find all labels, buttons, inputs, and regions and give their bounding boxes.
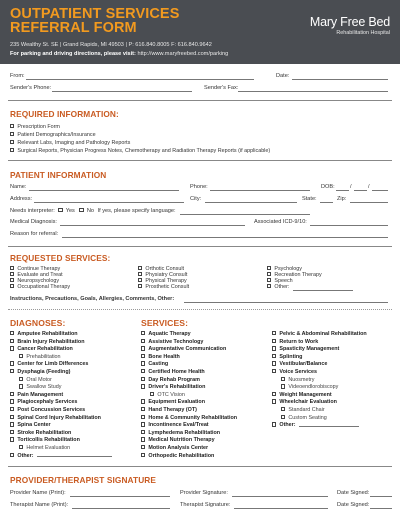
- checklist-item[interactable]: [272, 361, 327, 367]
- therapist-date-field[interactable]: [370, 508, 392, 509]
- checklist-item-label: Swallow Study: [26, 384, 62, 391]
- checkbox[interactable]: [10, 124, 14, 128]
- instructions-label: Instructions, Precautions, Goals, Allergies, Comments, Other:: [10, 296, 175, 302]
- checklist-item-label: Brain Injury Rehabilitation: [17, 338, 85, 345]
- checkbox[interactable]: [272, 399, 276, 403]
- checklist-item[interactable]: [141, 354, 180, 360]
- checklist-item-label: Videoendlorobiscopy: [288, 384, 339, 391]
- checklist-item-label: Custom Seating: [288, 414, 327, 421]
- checkbox[interactable]: [267, 278, 271, 282]
- checklist-item-label: Prehabilitation: [26, 354, 61, 360]
- checklist-item[interactable]: [141, 339, 203, 345]
- checklist-item[interactable]: [10, 453, 112, 459]
- checklist-item[interactable]: [141, 453, 214, 459]
- requested-service-option[interactable]: Continue Therapy: [10, 266, 60, 272]
- checklist-item[interactable]: [19, 445, 70, 451]
- checkbox[interactable]: [272, 369, 276, 373]
- checkbox[interactable]: [138, 266, 142, 270]
- checklist-item-label: Day Rehab Program: [148, 376, 200, 383]
- icd-label: Associated ICD-9/10:: [254, 219, 307, 225]
- phone-label: Phone:: [190, 184, 208, 190]
- checklist-item[interactable]: [272, 369, 317, 375]
- checkbox[interactable]: [10, 415, 14, 419]
- checkbox[interactable]: [10, 266, 14, 270]
- state-field[interactable]: [320, 202, 333, 203]
- requested-service-option[interactable]: Neuropsychology: [10, 278, 59, 284]
- instructions-field[interactable]: [184, 302, 388, 303]
- city-field[interactable]: [205, 202, 297, 203]
- checklist-item[interactable]: [19, 354, 61, 360]
- therapist-name-label: Therapist Name (Print):: [10, 502, 69, 508]
- checklist-item[interactable]: [10, 422, 51, 428]
- required-info-title: REQUIRED INFORMATION:: [10, 109, 119, 119]
- diagnoses-title: DIAGNOSES:: [10, 318, 66, 328]
- parking-label: For parking and driving directions, please visit:: [10, 51, 136, 57]
- provider-name-field[interactable]: [70, 496, 170, 497]
- checklist-item[interactable]: [10, 361, 88, 367]
- provider-date-field[interactable]: [370, 496, 392, 497]
- checkbox[interactable]: [267, 272, 271, 276]
- dob-label: DOB:: [321, 184, 335, 190]
- phone-field[interactable]: [210, 190, 310, 191]
- dob-separator: /: [350, 184, 352, 190]
- checkbox[interactable]: [10, 369, 14, 373]
- checklist-item-label: Bone Health: [148, 354, 180, 360]
- name-field[interactable]: [29, 190, 179, 191]
- checklist-item[interactable]: [10, 339, 84, 345]
- form-title-line1: OUTPATIENT SERVICES: [10, 6, 180, 22]
- checklist-item-label: Plagiocephaly Services: [17, 399, 78, 406]
- therapist-signature-field[interactable]: [234, 508, 328, 509]
- checklist-item-label: Cancer Rehabilitation: [17, 346, 73, 353]
- checkbox[interactable]: [19, 354, 23, 358]
- checkbox[interactable]: [281, 407, 285, 411]
- dob-month-field[interactable]: [336, 190, 349, 191]
- checklist-item[interactable]: [10, 369, 70, 375]
- section-divider: [8, 160, 392, 161]
- checklist-item-label: Other:: [279, 422, 296, 429]
- checklist-item[interactable]: [272, 339, 318, 345]
- page-header: [0, 0, 400, 64]
- checklist-item-label: Voice Services: [279, 369, 318, 376]
- checkbox[interactable]: [141, 361, 145, 365]
- requested-service-option[interactable]: Physiatry Consult: [138, 272, 187, 278]
- checklist-item[interactable]: [10, 346, 73, 352]
- checklist-item-label: Motion Analysis Center: [148, 445, 209, 452]
- senders-phone-field[interactable]: [52, 91, 192, 92]
- checkbox[interactable]: [10, 361, 14, 365]
- checklist-item[interactable]: [10, 430, 71, 436]
- checklist-item-label: Pelvic & Abdominal Rehabilitation: [279, 331, 367, 338]
- therapist-name-field[interactable]: [72, 508, 170, 509]
- interpreter-label: Needs interpreter:: [10, 208, 55, 215]
- checkbox[interactable]: [10, 132, 14, 136]
- checkbox[interactable]: [10, 278, 14, 282]
- checklist-item[interactable]: [141, 422, 209, 428]
- checkbox[interactable]: [141, 445, 145, 449]
- checklist-item[interactable]: [272, 392, 332, 398]
- checkbox[interactable]: [272, 361, 276, 365]
- language-label: If yes, please specify language:: [97, 208, 176, 215]
- checklist-item[interactable]: [141, 430, 220, 436]
- checklist-item-label: Spasticity Management: [279, 346, 340, 353]
- checklist-item-label: Stroke Rehabilitation: [17, 430, 72, 436]
- section-divider: [8, 246, 392, 247]
- checklist-item-label: Standard Chair: [288, 407, 325, 414]
- instructions-line[interactable]: [8, 309, 392, 310]
- checkbox[interactable]: [141, 407, 145, 411]
- checklist-item[interactable]: [272, 346, 339, 352]
- address-field[interactable]: [34, 202, 184, 203]
- checkbox[interactable]: [79, 208, 83, 212]
- checklist-item[interactable]: [10, 399, 77, 405]
- checklist-item[interactable]: [141, 346, 226, 352]
- checkbox[interactable]: [10, 453, 14, 457]
- requested-service-option[interactable]: Evaluate and Treat: [10, 272, 63, 278]
- zip-label: Zip:: [337, 196, 347, 202]
- checklist-item-label: Post Concussion Services: [17, 407, 86, 414]
- checkbox[interactable]: [10, 346, 14, 350]
- senders-phone-label: Sender's Phone:: [10, 85, 52, 91]
- checkbox[interactable]: [150, 392, 154, 396]
- checklist-item[interactable]: [141, 331, 191, 337]
- reason-field[interactable]: [62, 237, 388, 238]
- checkbox[interactable]: [272, 392, 276, 396]
- checklist-item-label: Pain Management: [17, 392, 64, 398]
- checklist-item-label: Aquatic Therapy: [148, 331, 191, 338]
- checklist-item[interactable]: [141, 407, 197, 413]
- logo-name: Mary Free Bed: [309, 15, 390, 29]
- checklist-item[interactable]: [272, 399, 337, 405]
- requested-service-option[interactable]: Physical Therapy: [138, 278, 187, 284]
- checklist-item-label: OTC Vision: [157, 392, 185, 398]
- dob-day-field[interactable]: [354, 190, 367, 191]
- therapist-date-label: Date Signed:: [337, 502, 370, 508]
- checklist-item[interactable]: [141, 384, 205, 390]
- from-field[interactable]: [26, 79, 254, 80]
- checkbox[interactable]: [272, 422, 276, 426]
- checklist-item-label: Driver's Rehabilitation: [148, 384, 206, 391]
- checkbox[interactable]: [141, 437, 145, 441]
- senders-fax-label: Sender's Fax:: [204, 85, 239, 91]
- checklist-item[interactable]: [19, 384, 61, 390]
- checkbox[interactable]: [10, 148, 14, 152]
- checkbox[interactable]: [138, 284, 142, 288]
- interpreter-row: [10, 208, 176, 214]
- section-divider: [8, 466, 392, 467]
- checklist-item-label: Oral Motor: [26, 376, 52, 383]
- checkbox[interactable]: [272, 354, 276, 358]
- checklist-item[interactable]: [272, 422, 359, 428]
- name-label: Name:: [10, 184, 27, 190]
- checklist-item-label: Weight Management: [279, 392, 332, 398]
- required-item[interactable]: Relevant Labs, Imaging and Pathology Reports: [10, 140, 130, 146]
- checklist-item[interactable]: [10, 415, 101, 421]
- requested-services-title: REQUESTED SERVICES:: [10, 253, 111, 263]
- checkbox[interactable]: [141, 415, 145, 419]
- checkbox[interactable]: [141, 399, 145, 403]
- checklist-item[interactable]: [281, 384, 338, 390]
- checkbox[interactable]: [138, 272, 142, 276]
- checkbox[interactable]: [272, 339, 276, 343]
- provider-signature-field[interactable]: [232, 496, 328, 497]
- checklist-item-label: Equipment Evaluation: [148, 399, 205, 406]
- checklist-item[interactable]: [10, 331, 78, 337]
- requested-service-option[interactable]: Speech: [267, 278, 293, 284]
- provider-signature-label: Provider Signature:: [180, 490, 228, 496]
- state-label: State:: [302, 196, 317, 202]
- medical-diagnosis-label: Medical Diagnosis:: [10, 219, 57, 225]
- mary-free-bed-logo: [310, 16, 390, 36]
- date-field[interactable]: [292, 79, 388, 80]
- checklist-item[interactable]: [10, 407, 85, 413]
- checklist-item-label: Helmet Evaluation: [26, 445, 71, 452]
- medical-diagnosis-field[interactable]: [60, 225, 245, 226]
- checklist-item-label: Return to Work: [279, 338, 319, 345]
- checklist-item-label: Amputee Rehabilitation: [17, 331, 78, 338]
- checkbox[interactable]: [10, 339, 14, 343]
- checklist-item-label: Lymphedema Rehabilitation: [148, 430, 221, 436]
- checkbox[interactable]: [281, 377, 285, 381]
- checklist-item[interactable]: [141, 399, 205, 405]
- city-label: City:: [190, 196, 202, 202]
- checklist-item-label: Wheelchair Evaluation: [279, 399, 337, 406]
- checklist-item[interactable]: [10, 392, 63, 398]
- checklist-item[interactable]: [281, 407, 325, 413]
- checkbox[interactable]: [272, 346, 276, 350]
- checkbox[interactable]: [141, 384, 145, 388]
- checklist-item-label: Other:: [17, 452, 34, 459]
- checkbox[interactable]: [267, 284, 271, 288]
- reason-label: Reason for referral:: [10, 231, 59, 237]
- zip-field[interactable]: [350, 202, 388, 203]
- icd-field[interactable]: [310, 225, 388, 226]
- checklist-item-label: Spina Center: [17, 422, 51, 429]
- checklist-item-label: Center for Limb Differences: [17, 361, 89, 368]
- language-field[interactable]: [180, 214, 310, 215]
- checkbox[interactable]: [10, 272, 14, 276]
- checklist-item[interactable]: [150, 392, 185, 398]
- other-field[interactable]: [299, 426, 359, 427]
- checklist-item-label: Hand Therapy (OT): [148, 407, 197, 414]
- checkbox[interactable]: [10, 407, 14, 411]
- requested-other-field[interactable]: [293, 290, 353, 291]
- checkbox[interactable]: [10, 399, 14, 403]
- checklist-item-label: Augmentative Communication: [148, 346, 227, 353]
- checkbox[interactable]: [138, 278, 142, 282]
- provider-name-label: Provider Name (Print):: [10, 490, 66, 496]
- checkbox[interactable]: [10, 140, 14, 144]
- checkbox[interactable]: [281, 415, 285, 419]
- checkbox[interactable]: [141, 377, 145, 381]
- checklist-item-label: Home & Community Rehabilitation: [148, 414, 238, 421]
- checkbox[interactable]: [10, 422, 14, 426]
- interpreter-yes-option[interactable]: Yes: [58, 208, 75, 214]
- checkbox[interactable]: [19, 377, 23, 381]
- requested-service-option[interactable]: Prosthetic Consult: [138, 284, 189, 290]
- requested-service-option[interactable]: Recreation Therapy: [267, 272, 322, 278]
- checklist-item[interactable]: [141, 361, 168, 367]
- requested-service-option[interactable]: Psychology: [267, 266, 302, 272]
- dob-separator: /: [368, 184, 370, 190]
- other-field[interactable]: [37, 456, 112, 457]
- checklist-item[interactable]: [141, 377, 200, 383]
- checklist-item-label: Certified Home Health: [148, 369, 205, 376]
- checkbox[interactable]: [19, 384, 23, 388]
- checkbox[interactable]: [141, 422, 145, 426]
- requested-service-option[interactable]: Orthotic Consult: [138, 266, 184, 272]
- checkbox[interactable]: [141, 430, 145, 434]
- checkbox[interactable]: [141, 331, 145, 335]
- checklist-item-label: Nuosmetry: [288, 376, 315, 383]
- requested-service-option[interactable]: Other:: [267, 284, 289, 290]
- interpreter-no-option[interactable]: No: [79, 208, 94, 214]
- checklist-item[interactable]: [272, 331, 367, 337]
- parking-link[interactable]: http://www.maryfreebed.com/parking: [137, 51, 229, 57]
- checkbox[interactable]: [141, 346, 145, 350]
- checkbox[interactable]: [10, 430, 14, 434]
- checklist-item-label: Splinting: [279, 354, 303, 360]
- from-label: From:: [10, 73, 25, 79]
- checklist-item-label: Spinal Cord Injury Rehabilitation: [17, 414, 101, 421]
- checklist-item[interactable]: [281, 415, 327, 421]
- checklist-item[interactable]: [272, 354, 302, 360]
- checklist-item-label: Assistive Technology: [148, 338, 204, 345]
- checklist-item-label: Medical Nutrition Therapy: [148, 437, 215, 444]
- checkbox[interactable]: [10, 437, 14, 441]
- checklist-item-label: Torticollis Rehabilitation: [17, 437, 80, 444]
- hospital-address: 235 Wealthy St. SE | Grand Rapids, MI 49503 | P: 616.840.8005 F: 616.840.9642: [10, 42, 212, 48]
- patient-info-title: PATIENT INFORMATION: [10, 170, 107, 180]
- checklist-item-label: Incontinence Eval/Treat: [148, 422, 209, 429]
- checklist-item[interactable]: [141, 437, 215, 443]
- checklist-item[interactable]: [141, 445, 208, 451]
- checklist-item[interactable]: [141, 415, 237, 421]
- checkbox[interactable]: [19, 445, 23, 449]
- checklist-item[interactable]: [281, 377, 314, 383]
- signature-title: PROVIDER/THERAPIST SIGNATURE: [10, 475, 157, 485]
- therapist-signature-label: Therapist Signature:: [180, 502, 231, 508]
- required-item[interactable]: Prescription Form: [10, 124, 60, 130]
- checklist-item[interactable]: [141, 369, 205, 375]
- parking-info: [10, 51, 228, 57]
- checkbox[interactable]: [141, 339, 145, 343]
- checklist-item-label: Casting: [148, 361, 169, 368]
- date-label: Date:: [276, 73, 290, 79]
- dob-year-field[interactable]: [372, 190, 388, 191]
- checkbox[interactable]: [58, 208, 62, 212]
- checkbox[interactable]: [141, 453, 145, 457]
- checklist-item-label: Vestibular/Balance: [279, 361, 328, 368]
- checklist-item[interactable]: [10, 437, 80, 443]
- address-label: Address:: [10, 196, 33, 202]
- checkbox[interactable]: [10, 284, 14, 288]
- logo-subtitle: Rehabilitation Hospital: [336, 30, 390, 36]
- required-item[interactable]: Patient Demographics/Insurance: [10, 132, 96, 138]
- checkbox[interactable]: [267, 266, 271, 270]
- senders-fax-field[interactable]: [238, 91, 388, 92]
- required-item[interactable]: Surgical Reports, Physician Progress Notes, Chemotherapy and Radiation Therapy Reports (if applicable): [10, 148, 270, 154]
- checkbox[interactable]: [272, 331, 276, 335]
- checkbox[interactable]: [10, 392, 14, 396]
- checkbox[interactable]: [141, 369, 145, 373]
- checkbox[interactable]: [281, 384, 285, 388]
- form-title-line2: REFERRAL FORM: [10, 20, 137, 36]
- checklist-item-label: Dysphagia (Feeding): [17, 369, 71, 376]
- provider-date-label: Date Signed:: [337, 490, 370, 496]
- section-divider: [8, 100, 392, 101]
- checklist-item-label: Orthopedic Rehabilitation: [148, 452, 215, 459]
- requested-service-option[interactable]: Occupational Therapy: [10, 284, 70, 290]
- checkbox[interactable]: [141, 354, 145, 358]
- checklist-item[interactable]: [19, 377, 52, 383]
- checkbox[interactable]: [10, 331, 14, 335]
- services-title: SERVICES:: [141, 318, 189, 328]
